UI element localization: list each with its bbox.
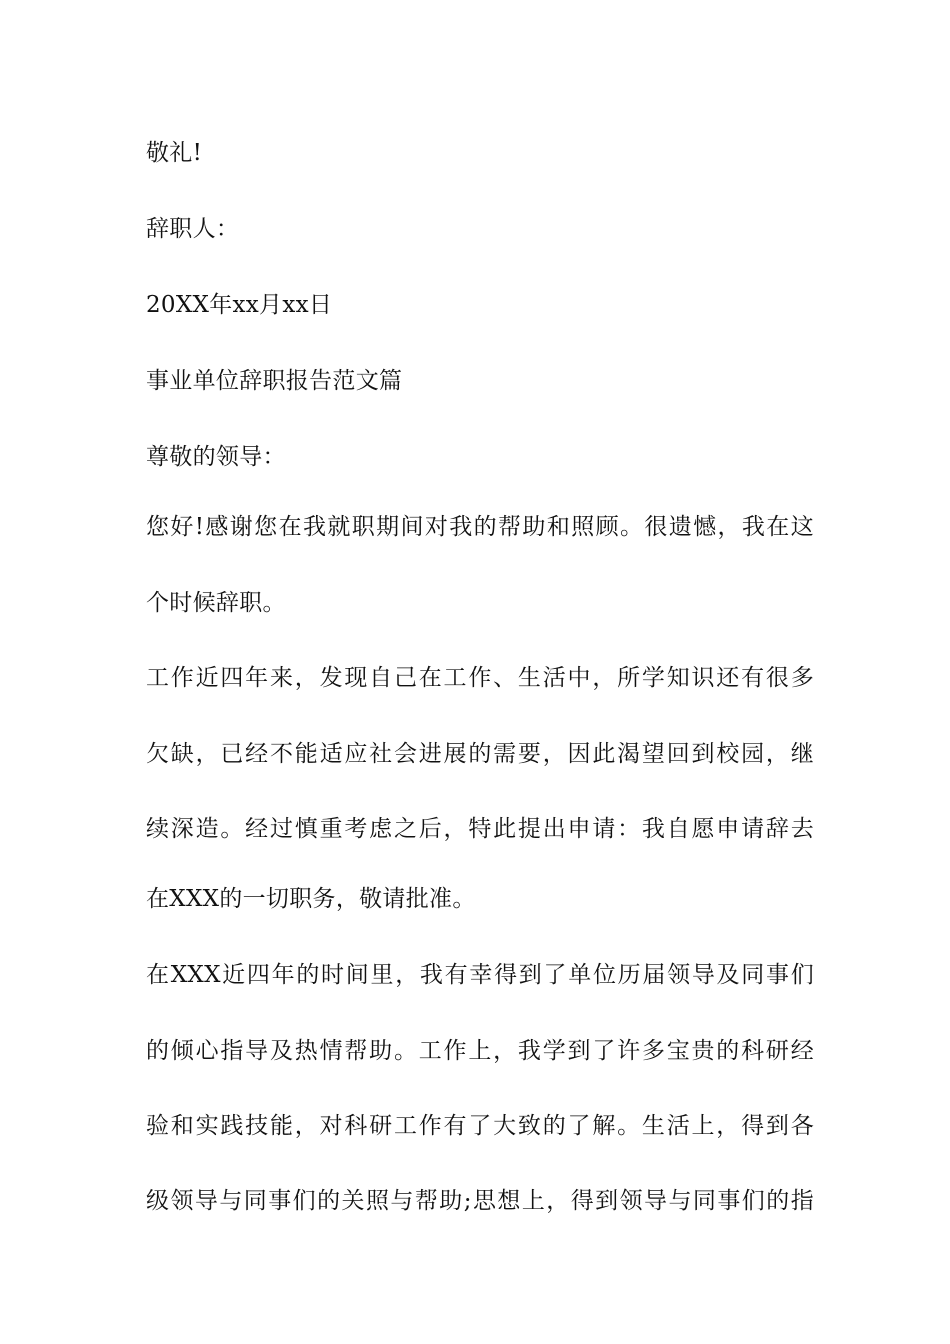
paragraph-line: 您好!感谢您在我就职期间对我的帮助和照顾。很遗憾，我在这 xyxy=(146,514,814,540)
paragraph-line: 个时候辞职。 xyxy=(146,590,286,616)
signature-label: 辞职人： xyxy=(146,216,240,242)
paragraph-line: 在XXX的一切职务，敬请批准。 xyxy=(146,886,476,912)
date-line: 20XX年xx月xx日 xyxy=(146,292,333,318)
section-title: 事业单位辞职报告范文篇 xyxy=(146,368,403,394)
paragraph-line: 工作近四年来，发现自己在工作、生活中，所学知识还有很多 xyxy=(146,665,814,691)
paragraph-line: 欠缺，已经不能适应社会进展的需要，因此渴望回到校园，继 xyxy=(146,741,814,767)
closing-salutation: 敬礼! xyxy=(146,140,203,166)
paragraph-line: 在XXX近四年的时间里，我有幸得到了单位历届领导及同事们 xyxy=(146,962,814,988)
paragraph-line: 的倾心指导及热情帮助。工作上，我学到了许多宝贵的科研经 xyxy=(146,1038,814,1064)
paragraph-line: 续深造。经过慎重考虑之后，特此提出申请：我自愿申请辞去 xyxy=(146,816,814,842)
paragraph-line: 级领导与同事们的关照与帮助;思想上，得到领导与同事们的指 xyxy=(146,1188,814,1214)
paragraph-line: 验和实践技能，对科研工作有了大致的了解。生活上，得到各 xyxy=(146,1113,814,1139)
greeting: 尊敬的领导： xyxy=(146,444,286,470)
